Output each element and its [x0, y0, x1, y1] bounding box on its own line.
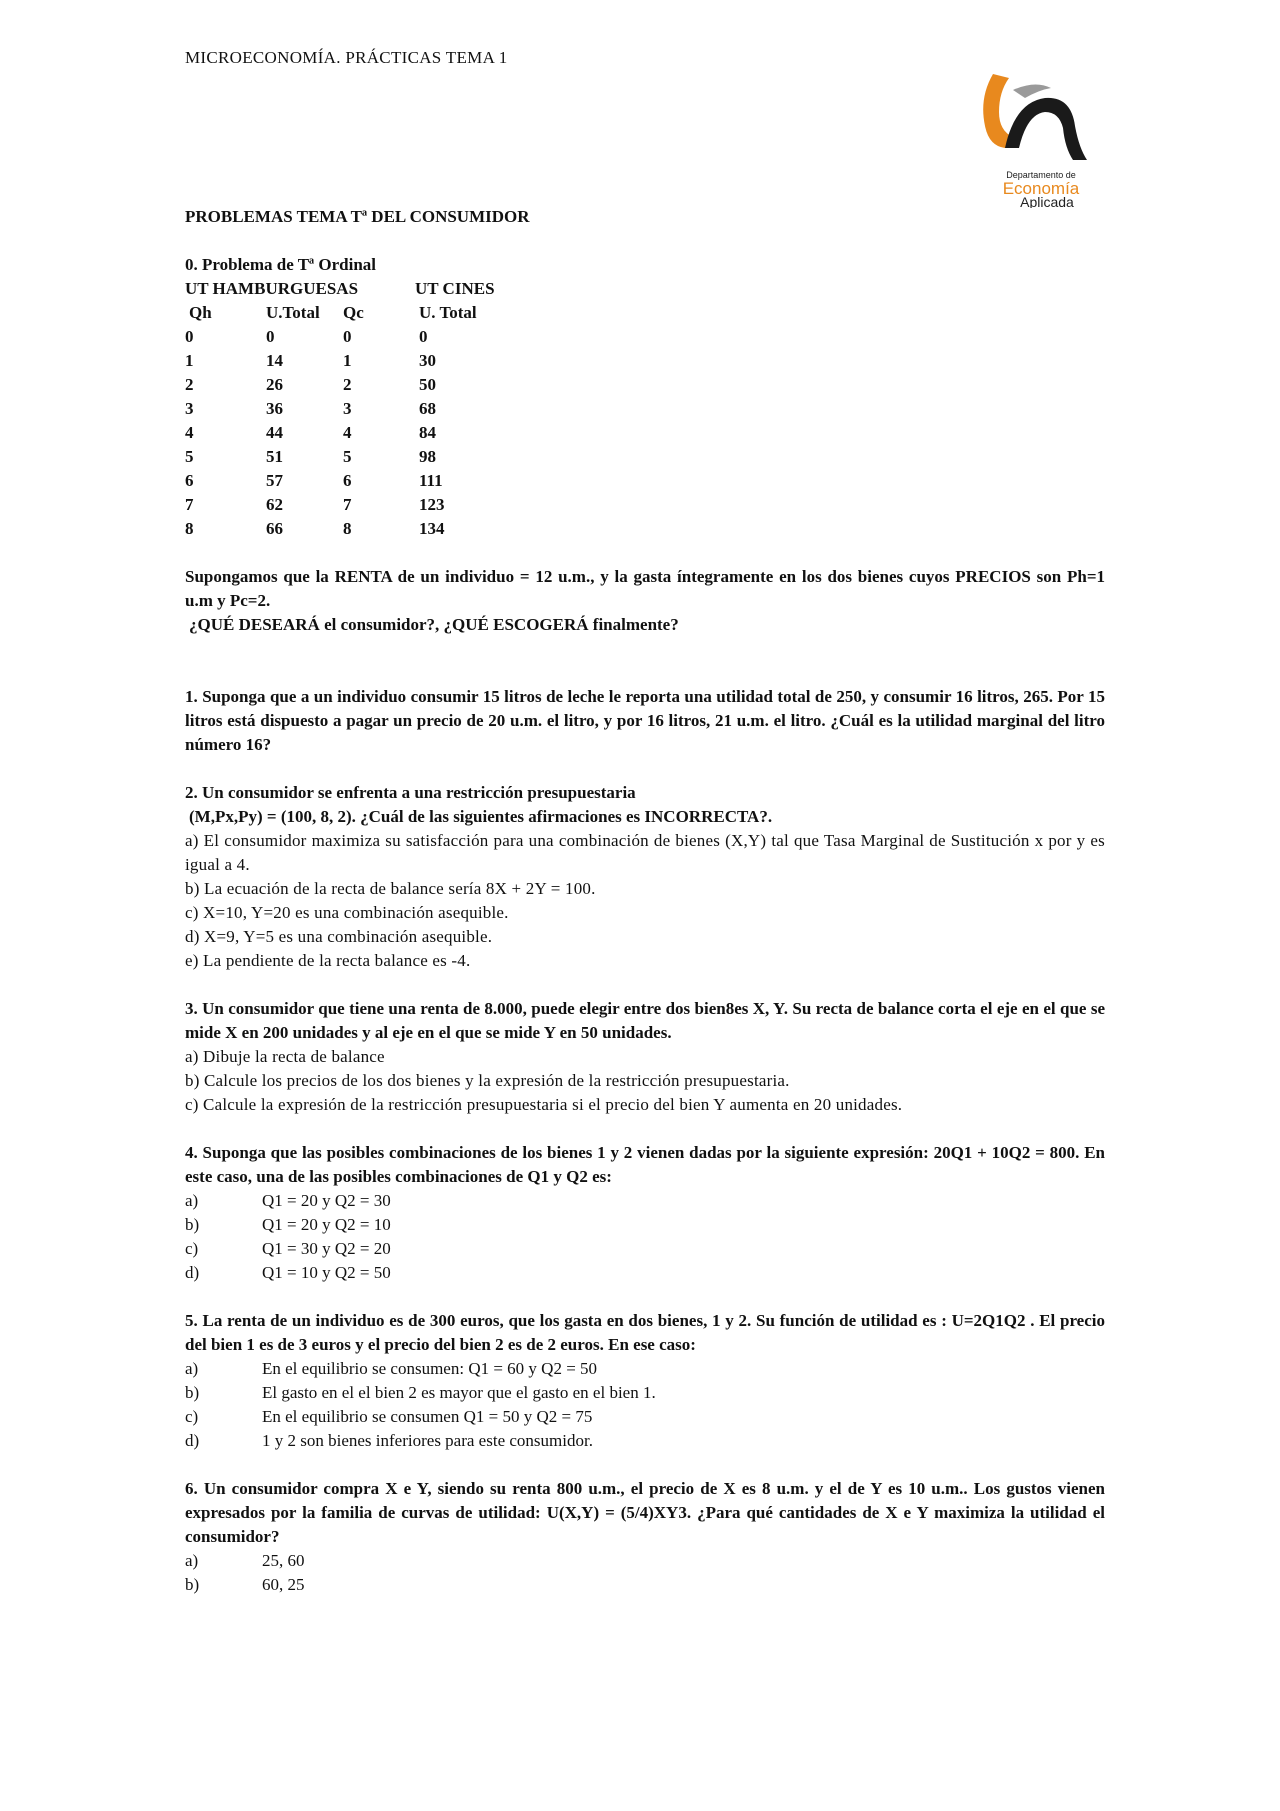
logo-icon: [975, 68, 1105, 208]
cell: 3: [343, 399, 352, 418]
problem-0-text: Supongamos que la RENTA de un individuo = 12 u.m., y la gasta íntegramente en los dos bienes cuyos PRECIOS son Ph=1 u.m y Pc=2.: [185, 567, 1105, 610]
cell: 14: [266, 351, 283, 370]
problem-0: [185, 253, 1105, 637]
cell: 62: [266, 495, 283, 514]
table-row: [185, 349, 519, 373]
option-label: d): [185, 1263, 200, 1282]
option-row: [185, 1573, 1105, 1597]
cell: 0: [266, 327, 275, 346]
cell: 2: [343, 375, 352, 394]
group-cines: UT CINES: [415, 279, 495, 298]
cell: 44: [266, 423, 283, 442]
option-row: [185, 1549, 1105, 1573]
col-header: Qh: [189, 303, 212, 322]
problem-3-option: b) Calcule los precios de los dos bienes y la expresión de la restricción presupuestaria.: [185, 1071, 790, 1090]
cell: 1: [343, 351, 352, 370]
problem-0-title: 0. Problema de Tª Ordinal: [185, 255, 377, 274]
department-logo: [975, 68, 1105, 208]
cell: 8: [343, 519, 352, 538]
problem-2-option: a) El consumidor maximiza su satisfacción para una combinación de bienes (X,Y) tal que Tasa Marginal de Sustitución x por y es igual a 4.: [185, 831, 1105, 874]
table-row: [185, 325, 519, 349]
table-row: [185, 397, 519, 421]
option-label: a): [185, 1359, 199, 1378]
problem-2-title: 2. Un consumidor se enfrenta a una restricción presupuestaria: [185, 783, 636, 802]
option-row: [185, 1261, 1105, 1285]
option-label: b): [185, 1575, 200, 1594]
problem-1: [185, 685, 1105, 757]
cell: 0: [185, 327, 194, 346]
problem-3: [185, 997, 1105, 1117]
option-text: 60, 25: [262, 1575, 305, 1594]
problem-2-option: b) La ecuación de la recta de balance sería 8X + 2Y = 100.: [185, 879, 596, 898]
option-row: [185, 1357, 1105, 1381]
option-label: a): [185, 1191, 199, 1210]
option-text: En el equilibrio se consumen Q1 = 50 y Q2 = 75: [262, 1407, 593, 1426]
table-row: [185, 469, 519, 493]
utility-table: [185, 301, 519, 541]
cell: 111: [419, 471, 443, 490]
problem-2-option: c) X=10, Y=20 es una combinación asequible.: [185, 903, 509, 922]
logo-line2: Economía: [1002, 179, 1080, 198]
cell: 6: [343, 471, 352, 490]
page-header: MICROECONOMÍA. PRÁCTICAS TEMA 1: [185, 48, 508, 67]
table-row: [185, 421, 519, 445]
option-label: b): [185, 1383, 200, 1402]
cell: 5: [185, 447, 194, 466]
table-row: [185, 373, 519, 397]
cell: 26: [266, 375, 283, 394]
col-header: U.Total: [266, 303, 320, 322]
table-row: [185, 445, 519, 469]
cell: 50: [419, 375, 436, 394]
option-text: Q1 = 20 y Q2 = 10: [262, 1215, 391, 1234]
cell: 8: [185, 519, 194, 538]
cell: 4: [185, 423, 194, 442]
table-row: [185, 493, 519, 517]
option-text: Q1 = 30 y Q2 = 20: [262, 1239, 391, 1258]
problem-2-option: e) La pendiente de la recta balance es -4.: [185, 951, 471, 970]
option-text: El gasto en el el bien 2 es mayor que el gasto en el bien 1.: [262, 1383, 656, 1402]
col-header: U. Total: [419, 303, 477, 322]
cell: 134: [419, 519, 445, 538]
option-label: d): [185, 1431, 200, 1450]
problem-6-title: 6. Un consumidor compra X e Y, siendo su renta 800 u.m., el precio de X es 8 u.m. y el de Y es 10 u.m.. Los gustos vienen expresados por la familia de curvas de utilidad: U(X,Y) = (5/4)XY3. ¿Para qué cantidades de X e Y maximiza la utilidad el consumidor?: [185, 1479, 1105, 1546]
document-body: [185, 205, 1105, 1597]
option-row: [185, 1405, 1105, 1429]
problem-4: [185, 1141, 1105, 1285]
section-title: PROBLEMAS TEMA Tª DEL CONSUMIDOR: [185, 207, 530, 226]
option-text: 25, 60: [262, 1551, 305, 1570]
problem-2-subtitle: (M,Px,Py) = (100, 8, 2). ¿Cuál de las siguientes afirmaciones es INCORRECTA?.: [189, 807, 773, 826]
problem-0-question: ¿QUÉ DESEARÁ el consumidor?, ¿QUÉ ESCOGERÁ finalmente?: [189, 615, 679, 634]
problem-3-option: a) Dibuje la recta de balance: [185, 1047, 385, 1066]
cell: 0: [419, 327, 428, 346]
option-text: Q1 = 20 y Q2 = 30: [262, 1191, 391, 1210]
cell: 2: [185, 375, 194, 394]
option-label: c): [185, 1407, 199, 1426]
option-row: [185, 1189, 1105, 1213]
problem-3-title: 3. Un consumidor que tiene una renta de 8.000, puede elegir entre dos bien8es X, Y. Su recta de balance corta el eje en el que se mide X en 200 unidades y al eje en el que se mide Y en 50 unidades.: [185, 999, 1105, 1042]
cell: 123: [419, 495, 445, 514]
problem-3-option: c) Calcule la expresión de la restricción presupuestaria si el precio del bien Y aumenta en 20 unidades.: [185, 1095, 903, 1114]
cell: 7: [185, 495, 194, 514]
problem-1-text: 1. Suponga que a un individuo consumir 15 litros de leche le reporta una utilidad total de 250, y consumir 16 litros, 265. Por 15 litros está dispuesto a pagar un precio de 20 u.m. el litro, y por 16 litros, 21 u.m. el litro. ¿Cuál es la utilidad marginal del litro número 16?: [185, 687, 1105, 754]
cell: 68: [419, 399, 436, 418]
table-row: [185, 517, 519, 541]
cell: 6: [185, 471, 194, 490]
option-label: b): [185, 1215, 200, 1234]
problem-2: [185, 781, 1105, 973]
option-row: [185, 1381, 1105, 1405]
cell: 4: [343, 423, 352, 442]
col-header: Qc: [343, 303, 364, 322]
cell: 36: [266, 399, 283, 418]
option-text: En el equilibrio se consumen: Q1 = 60 y Q2 = 50: [262, 1359, 598, 1378]
problem-5-title: 5. La renta de un individuo es de 300 euros, que los gasta en dos bienes, 1 y 2. Su función de utilidad es : U=2Q1Q2 . El precio del bien 1 es de 3 euros y el precio del bien 2 es de 2 euros. En ese caso:: [185, 1311, 1105, 1354]
cell: 5: [343, 447, 352, 466]
cell: 30: [419, 351, 436, 370]
problem-5: [185, 1309, 1105, 1453]
option-label: c): [185, 1239, 199, 1258]
problem-2-option: d) X=9, Y=5 es una combinación asequible.: [185, 927, 493, 946]
cell: 1: [185, 351, 194, 370]
option-row: [185, 1213, 1105, 1237]
cell: 84: [419, 423, 436, 442]
group-hamburguesas: UT HAMBURGUESAS: [185, 279, 359, 298]
logo-line3: Aplicada: [1020, 194, 1074, 208]
cell: 51: [266, 447, 283, 466]
option-text: Q1 = 10 y Q2 = 50: [262, 1263, 391, 1282]
option-label: a): [185, 1551, 199, 1570]
option-text: 1 y 2 son bienes inferiores para este consumidor.: [262, 1431, 593, 1450]
cell: 57: [266, 471, 283, 490]
cell: 98: [419, 447, 436, 466]
option-row: [185, 1429, 1105, 1453]
table-header-row: [185, 301, 519, 325]
cell: 0: [343, 327, 352, 346]
problem-4-title: 4. Suponga que las posibles combinaciones de los bienes 1 y 2 vienen dadas por la siguiente expresión: 20Q1 + 10Q2 = 800. En este caso, una de las posibles combinaciones de Q1 y Q2 es:: [185, 1143, 1105, 1186]
cell: 3: [185, 399, 194, 418]
logo-line1: Departamento de: [1006, 170, 1076, 180]
option-row: [185, 1237, 1105, 1261]
problem-6: [185, 1477, 1105, 1597]
cell: 66: [266, 519, 283, 538]
cell: 7: [343, 495, 352, 514]
